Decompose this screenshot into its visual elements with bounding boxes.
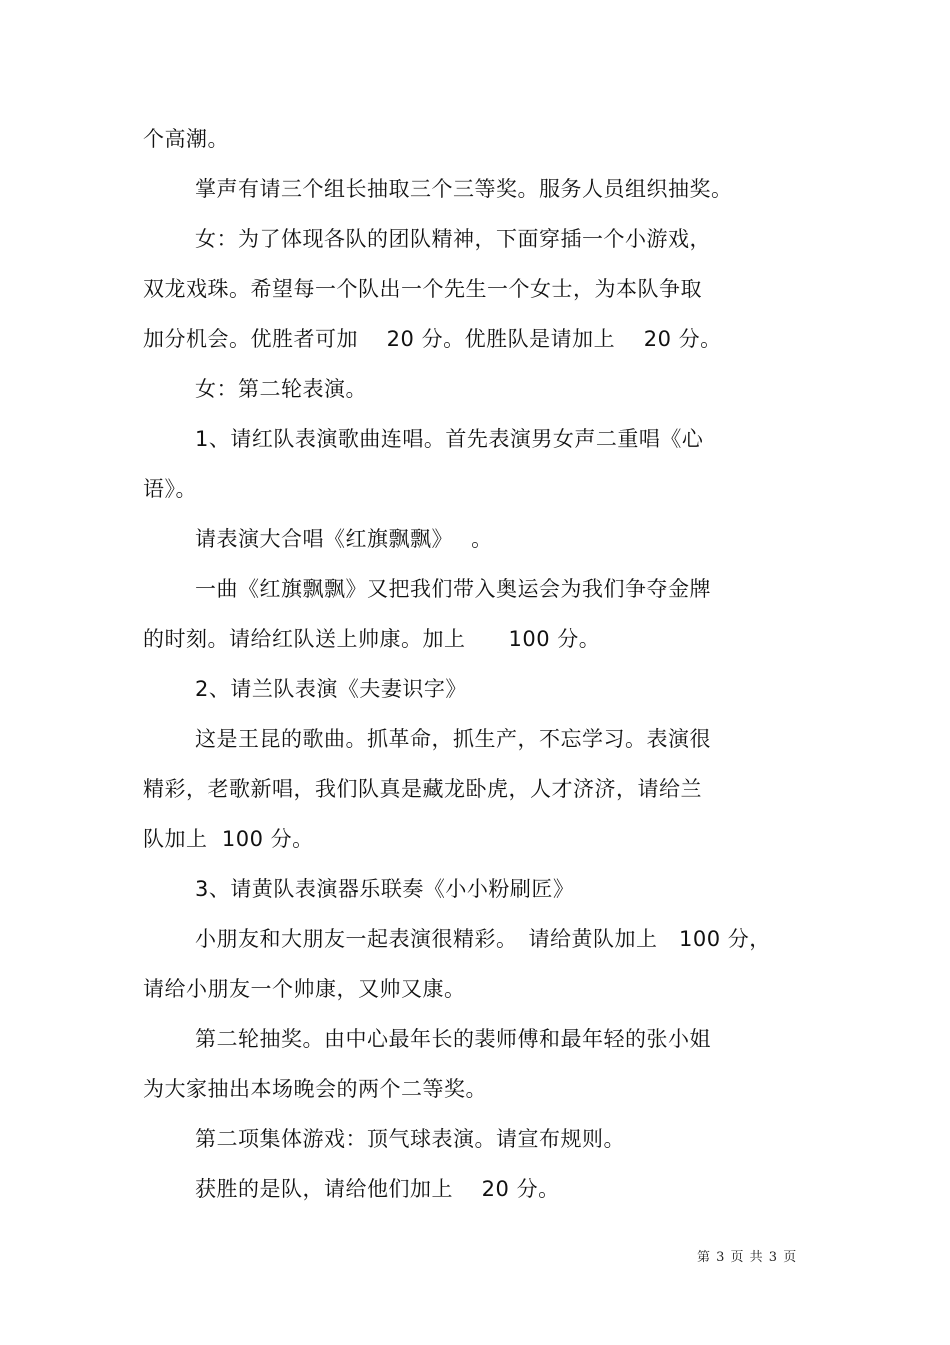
text-line: 请表演大合唱《红旗飘飘》 。 [195,527,493,551]
text-line: 加分机会。优胜者可加 20 分。优胜队是请加上 20 分。 [143,327,722,351]
text-line: 为大家抽出本场晚会的两个二等奖。 [143,1077,487,1101]
text-line: 双龙戏珠。希望每一个队出一个先生一个女士，为本队争取 [143,277,702,301]
text-line: 个高潮。 [143,127,229,151]
text-line: 的时刻。请给红队送上帅康。加上 100 分。 [143,627,601,651]
text-line: 小朋友和大朋友一起表演很精彩。 请给黄队加上 100 分， [195,927,771,951]
text-line: 队加上 100 分。 [143,827,314,851]
text-line: 这是王昆的歌曲。抓革命，抓生产，不忘学习。表演很 [195,727,711,751]
text-line: 获胜的是队，请给他们加上 20 分。 [195,1177,560,1201]
text-line: 第二项集体游戏：顶气球表演。请宣布规则。 [195,1127,625,1151]
text-line: 3、请黄队表演器乐联奏《小小粉刷匠》 [195,877,575,901]
text-line: 第二轮抽奖。由中心最年长的裴师傅和最年轻的张小姐 [195,1027,711,1051]
text-line: 2、请兰队表演《夫妻识字》 [195,677,467,701]
text-line: 一曲《红旗飘飘》又把我们带入奥运会为我们争夺金牌 [195,577,711,601]
text-line: 精彩，老歌新唱，我们队真是藏龙卧虎，人才济济，请给兰 [143,777,702,801]
text-line: 请给小朋友一个帅康，又帅又康。 [143,977,466,1001]
page-number-footer: 第 3 页 共 3 页 [697,1250,798,1265]
text-line: 语》。 [143,477,197,501]
text-line: 女：第二轮表演。 [195,377,367,401]
text-line: 1、请红队表演歌曲连唱。首先表演男女声二重唱《心 [195,427,704,451]
text-line: 女：为了体现各队的团队精神，下面穿插一个小游戏， [195,227,711,251]
text-line: 掌声有请三个组长抽取三个三等奖。服务人员组织抽奖。 [195,177,733,201]
